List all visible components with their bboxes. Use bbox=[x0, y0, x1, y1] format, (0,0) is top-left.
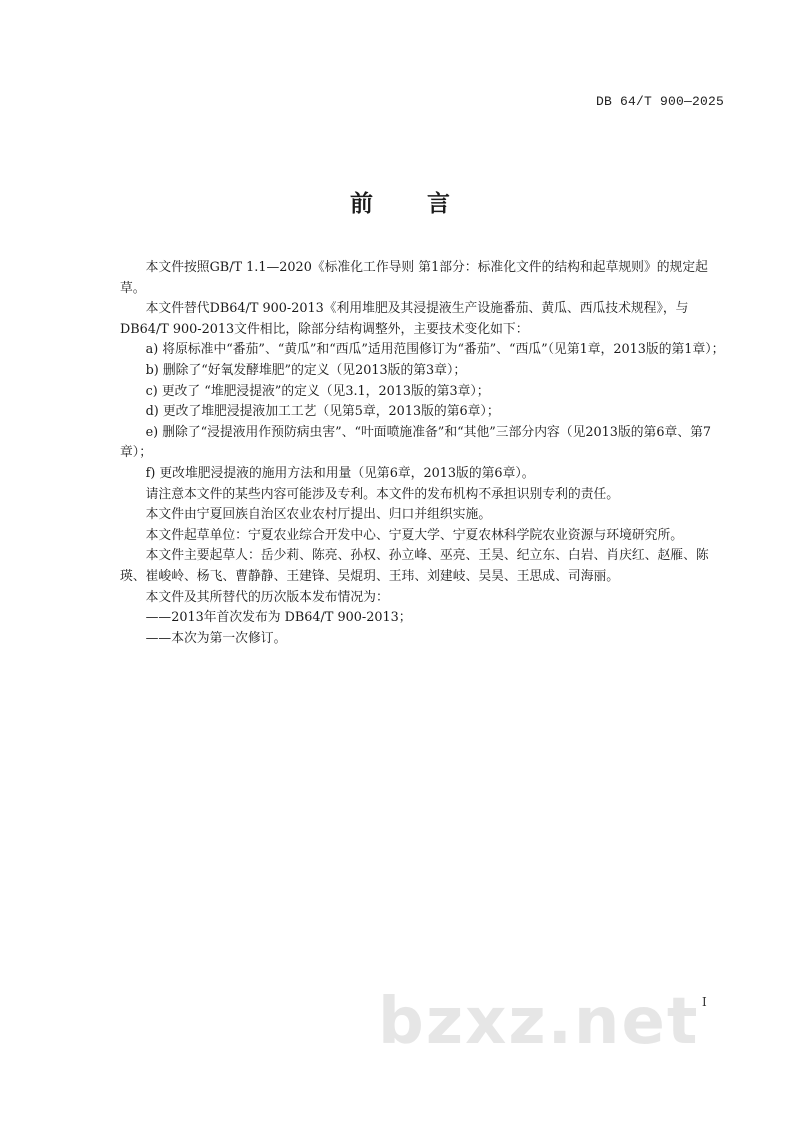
foreword-body bbox=[120, 258, 725, 649]
list-item: b) 删除了“好氧发酵堆肥”的定义（见2013版的第3章）； bbox=[145, 362, 467, 378]
list-item: d) 更改了堆肥浸提液加工工艺（见第5章，2013版的第6章）； bbox=[145, 404, 500, 420]
paragraph: 本文件及其所替代的历次版本发布情况为： bbox=[145, 589, 389, 605]
paragraph: 本文件起草单位：宁夏农业综合开发中心、宁夏大学、宁夏农林科学院农业资源与环境研究所。 bbox=[145, 527, 684, 543]
standard-code: DB 64/T 900—2025 bbox=[595, 94, 724, 109]
list-item: ——2013年首次发布为 DB64/T 900-2013； bbox=[145, 610, 412, 626]
paragraph: 本文件替代DB64/T 900-2013《利用堆肥及其浸提液生产设施番茄、黄瓜、西瓜技术规程》，与DB64/T 900-2013文件相比，除部分结构调整外，主要技术变化如下： bbox=[120, 301, 689, 337]
paragraph: 本文件按照GB/T 1.1—2020《标准化工作导则 第1部分：标准化文件的结构和起草规则》的规定起草。 bbox=[120, 260, 708, 296]
paragraph: 本文件主要起草人：岳少莉、陈亮、孙权、孙立峰、巫亮、王昊、纪立东、白岩、肖庆红、赵雁、陈瑛、崔峻岭、杨飞、曹静静、王建锋、吴焜玥、王玮、刘建岐、吴昊、王思成、司海丽。 bbox=[120, 548, 709, 584]
watermark: bzxz.net bbox=[378, 985, 700, 1059]
paragraph: 请注意本文件的某些内容可能涉及专利。本文件的发布机构不承担识别专利的责任。 bbox=[145, 486, 620, 502]
page-title bbox=[0, 185, 800, 218]
list-item: c) 更改了 “堆肥浸提液”的定义（见3.1，2013版的第3章）； bbox=[145, 383, 490, 399]
paragraph: 本文件由宁夏回族自治区农业农村厅提出、归口并组织实施。 bbox=[145, 507, 492, 523]
list-item: a) 将原标准中“番茄”、“黄瓜”和“西瓜”适用范围修订为“番茄”、“西瓜”（见第1章，2013版的第1章）； bbox=[145, 342, 725, 358]
page-title-char-2: 言 bbox=[427, 191, 450, 217]
list-item: ——本次为第一次修订。 bbox=[145, 630, 287, 646]
page-title-char-1: 前 bbox=[350, 191, 373, 217]
list-item: e) 删除了“浸提液用作预防病虫害”、“叶面喷施准备”和“其他”三部分内容（见2013版的第6章、第7章）； bbox=[120, 424, 712, 461]
page-number: I bbox=[702, 995, 707, 1009]
list-item: f) 更改堆肥浸提液的施用方法和用量（见第6章，2013版的第6章）。 bbox=[145, 465, 535, 481]
